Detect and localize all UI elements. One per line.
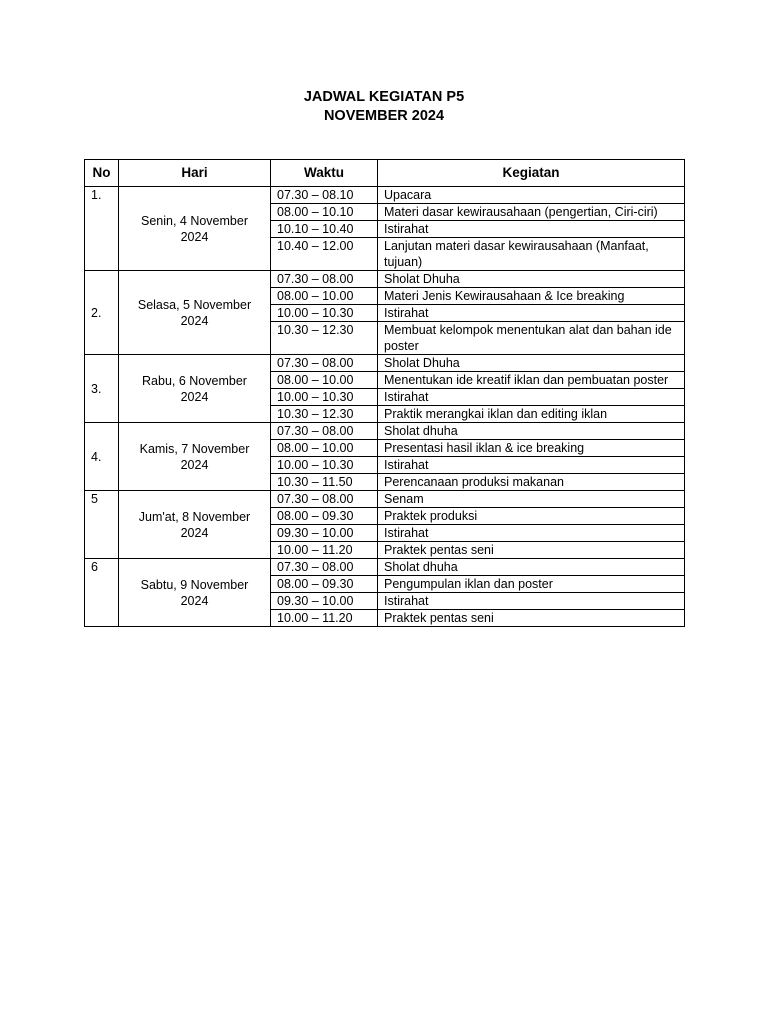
time-slot: 08.00 – 10.00 [271,440,378,457]
time-slot: 08.00 – 09.30 [271,576,378,593]
table-row [85,423,685,440]
activity: Istirahat [378,305,685,322]
activity: Praktek pentas seni [378,610,685,627]
activity: Pengumpulan iklan dan poster [378,576,685,593]
time-slot: 10.00 – 11.20 [271,542,378,559]
table-row [85,271,685,288]
time-slot: 07.30 – 08.00 [271,355,378,372]
activity: Materi dasar kewirausahaan (pengertian, Ciri-ciri) [378,204,685,221]
activity: Istirahat [378,389,685,406]
table-row [85,187,685,204]
activity: Upacara [378,187,685,204]
activity: Materi Jenis Kewirausahaan & Ice breaking [378,288,685,305]
schedule-table [84,159,685,627]
table-row [85,355,685,372]
activity: Menentukan ide kreatif iklan dan pembuatan poster [378,372,685,389]
activity: Senam [378,491,685,508]
activity: Sholat dhuha [378,423,685,440]
table-row [85,491,685,508]
day-number: 6 [85,559,119,627]
activity: Perencanaan produksi makanan [378,474,685,491]
header-hari: Hari [119,160,271,187]
time-slot: 08.00 – 10.00 [271,372,378,389]
time-slot: 10.30 – 12.30 [271,406,378,423]
time-slot: 10.00 – 10.30 [271,305,378,322]
time-slot: 08.00 – 10.00 [271,288,378,305]
time-slot: 09.30 – 10.00 [271,525,378,542]
time-slot: 09.30 – 10.00 [271,593,378,610]
time-slot: 07.30 – 08.00 [271,491,378,508]
activity: Praktik merangkai iklan dan editing iklan [378,406,685,423]
document-title [0,88,768,126]
activity: Istirahat [378,457,685,474]
time-slot: 07.30 – 08.00 [271,559,378,576]
table-header-row [85,160,685,187]
day-number: 3. [85,355,119,423]
day-date: Kamis, 7 November 2024 [119,423,271,491]
time-slot: 10.30 – 11.50 [271,474,378,491]
activity: Presentasi hasil iklan & ice breaking [378,440,685,457]
activity: Sholat Dhuha [378,355,685,372]
activity: Sholat Dhuha [378,271,685,288]
time-slot: 10.00 – 11.20 [271,610,378,627]
day-date: Selasa, 5 November 2024 [119,271,271,355]
day-date: Sabtu, 9 November 2024 [119,559,271,627]
activity: Istirahat [378,593,685,610]
title-line-2: NOVEMBER 2024 [323,108,445,124]
time-slot: 07.30 – 08.00 [271,271,378,288]
day-date: Rabu, 6 November 2024 [119,355,271,423]
header-no: No [85,160,119,187]
schedule-body [85,187,685,627]
time-slot: 08.00 – 09.30 [271,508,378,525]
day-number: 4. [85,423,119,491]
header-waktu: Waktu [271,160,378,187]
day-date: Senin, 4 November 2024 [119,187,271,271]
day-number: 1. [85,187,119,271]
time-slot: 08.00 – 10.10 [271,204,378,221]
activity: Sholat dhuha [378,559,685,576]
activity: Praktek pentas seni [378,542,685,559]
day-number: 5 [85,491,119,559]
time-slot: 07.30 – 08.10 [271,187,378,204]
table-row [85,559,685,576]
time-slot: 10.10 – 10.40 [271,221,378,238]
activity: Praktek produksi [378,508,685,525]
time-slot: 10.40 – 12.00 [271,238,378,271]
activity: Lanjutan materi dasar kewirausahaan (Manfaat, tujuan) [378,238,685,271]
time-slot: 07.30 – 08.00 [271,423,378,440]
activity: Istirahat [378,221,685,238]
time-slot: 10.00 – 10.30 [271,389,378,406]
day-date: Jum'at, 8 November 2024 [119,491,271,559]
title-line-1: JADWAL KEGIATAN P5 [303,89,465,105]
activity: Istirahat [378,525,685,542]
day-number: 2. [85,271,119,355]
activity: Membuat kelompok menentukan alat dan bahan ide poster [378,322,685,355]
header-kegiatan: Kegiatan [378,160,685,187]
time-slot: 10.30 – 12.30 [271,322,378,355]
time-slot: 10.00 – 10.30 [271,457,378,474]
